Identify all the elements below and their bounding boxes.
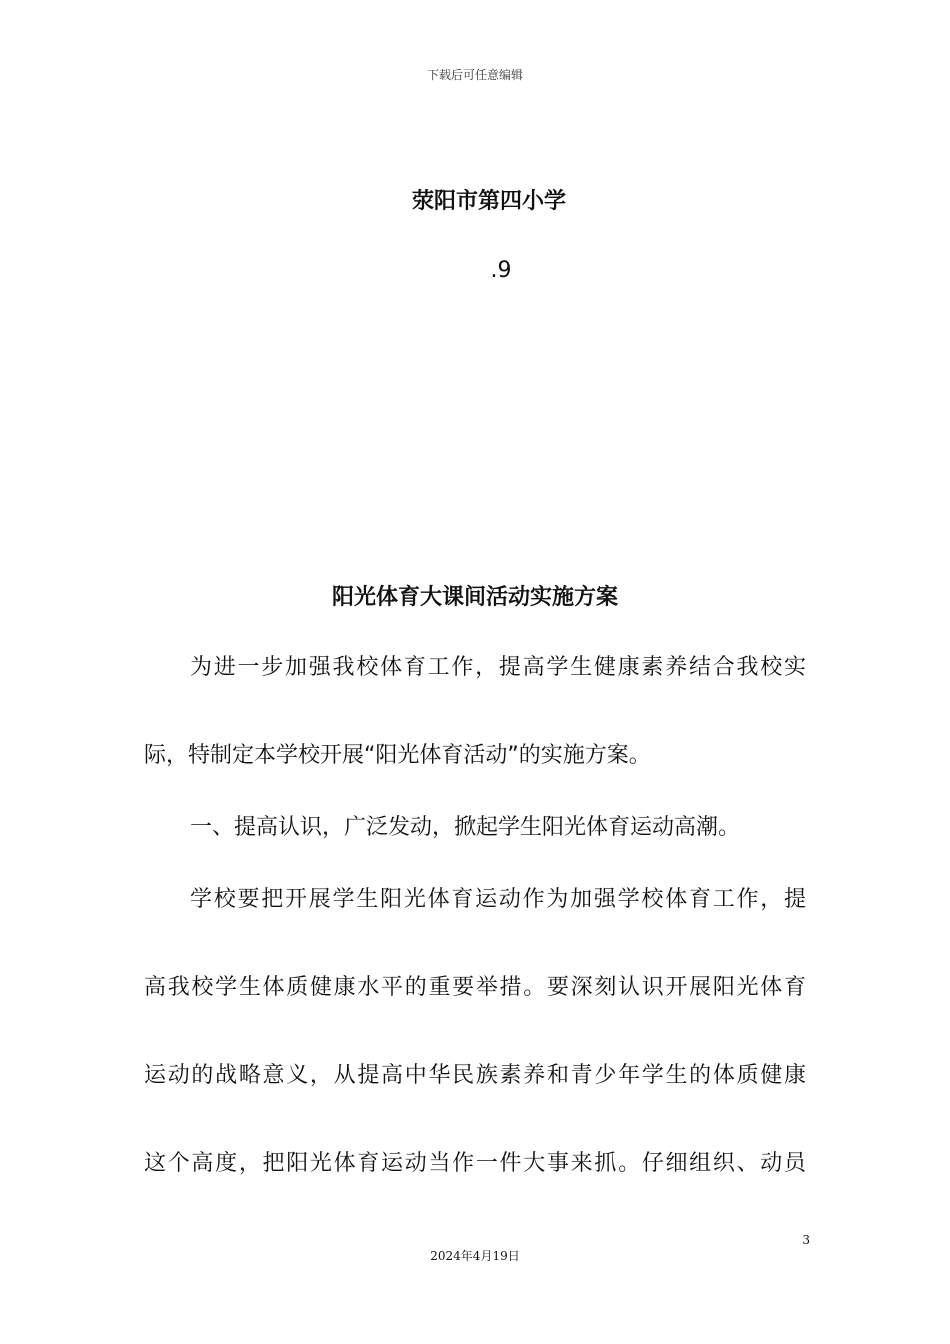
footer-date: 2024年4月19日 bbox=[430, 1249, 520, 1263]
paragraph-line: 际，特制定本学校开展“阳光体育活动”的实施方案。 bbox=[144, 743, 651, 768]
school-name: 荥阳市第四小学 bbox=[411, 189, 566, 214]
paragraph-line: 这个高度，把阳光体育运动当作一件大事来抓。仔细组织、动员 bbox=[144, 1151, 806, 1176]
paragraph-line: 高我校学生体质健康水平的重要举措。要深刻认识开展阳光体育 bbox=[144, 975, 806, 1000]
paragraph-line: 学校要把开展学生阳光体育运动作为加强学校体育工作，提 bbox=[190, 887, 806, 912]
header-note: 下载后可任意编辑 bbox=[426, 68, 523, 82]
paragraph-line: 为进一步加强我校体育工作，提高学生健康素养结合我校实 bbox=[190, 655, 806, 680]
page-number: 3 bbox=[802, 1233, 810, 1247]
section-heading: 一、提高认识，广泛发动，掀起学生阳光体育运动高潮。 bbox=[190, 815, 741, 840]
cover-date: .9 bbox=[490, 258, 512, 283]
document-title: 阳光体育大课间活动实施方案 bbox=[331, 585, 618, 610]
paragraph-line: 运动的战略意义，从提高中华民族素养和青少年学生的体质健康 bbox=[144, 1063, 806, 1088]
